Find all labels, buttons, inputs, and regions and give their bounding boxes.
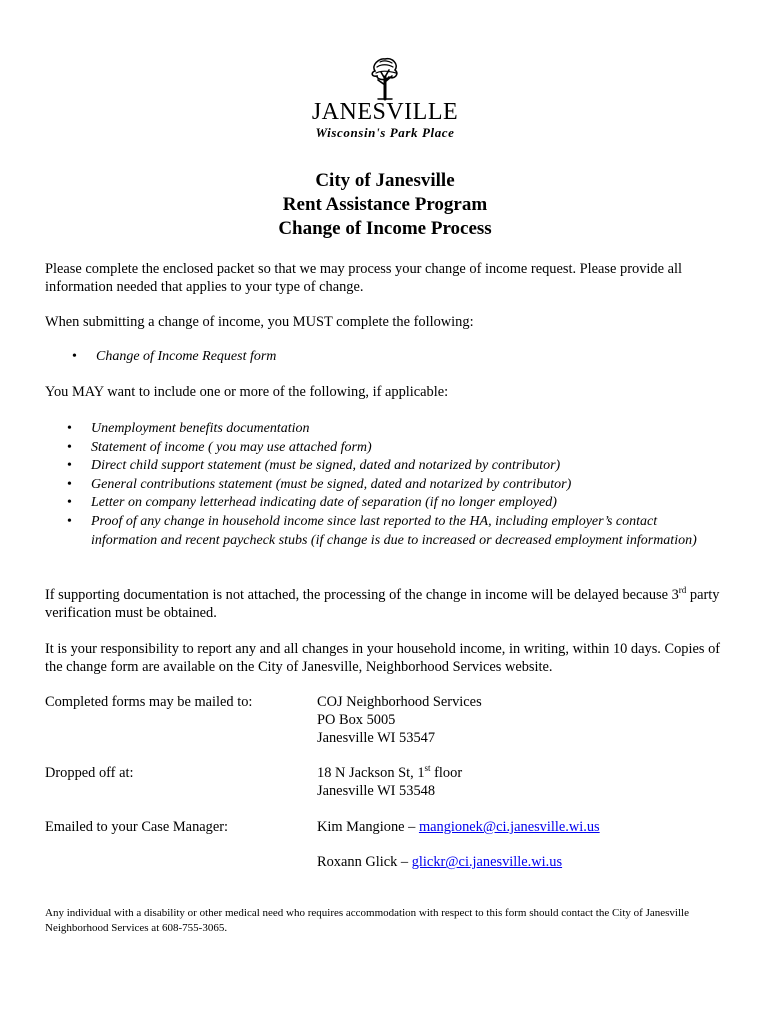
case-manager-name: Roxann Glick – xyxy=(317,854,412,870)
mail-address-line: Janesville WI 53547 xyxy=(317,730,436,746)
must-list xyxy=(50,348,730,367)
case-manager-email-link[interactable]: glickr@ci.janesville.wi.us xyxy=(411,854,563,870)
list-item: • General contributions statement (must be signed, dated and notarized by contributor) xyxy=(45,476,725,495)
mail-label: Completed forms may be mailed to: xyxy=(45,694,253,710)
list-item: • Change of Income Request form xyxy=(50,348,730,367)
title-process: Change of Income Process xyxy=(278,218,492,239)
email-label: Emailed to your Case Manager: xyxy=(45,819,229,835)
verification-paragraph xyxy=(45,586,735,622)
janesville-logo xyxy=(290,55,480,141)
dropoff-address-line: Janesville WI 53548 xyxy=(317,783,436,799)
dropoff-floor: floor xyxy=(430,765,463,781)
dropoff-sup: st xyxy=(424,763,431,774)
title-city: City of Janesville xyxy=(315,170,455,191)
case-manager-1 xyxy=(317,818,600,836)
intro-paragraph: Please complete the enclosed packet so that we may process your change of income request. Please provide all information needed that applies to your type of change. xyxy=(45,261,682,295)
list-item: • Direct child support statement (must be signed, dated and notarized by contributor) xyxy=(45,457,725,476)
logo-name: JANESVILLE xyxy=(311,99,459,125)
document-titles xyxy=(0,169,770,241)
dropoff-address-line xyxy=(317,764,462,782)
list-item: • Letter on company letterhead indicating date of separation (if no longer employed) xyxy=(45,494,725,513)
list-item: • Unemployment benefits documentation xyxy=(45,420,725,439)
case-manager-2 xyxy=(317,853,562,871)
may-intro: You MAY want to include one or more of the following, if applicable: xyxy=(45,384,449,400)
title-program: Rent Assistance Program xyxy=(282,194,488,215)
mail-address-line: PO Box 5005 xyxy=(317,712,396,728)
dropoff-address xyxy=(317,764,462,800)
may-list xyxy=(45,420,725,550)
accommodation-footer: Any individual with a disability or other medical need who requires accommodation with respect to this form should contact the City of Janesville Neighborhood Services at 608-755-3065. xyxy=(45,907,689,934)
tree-icon xyxy=(365,55,405,101)
mail-address xyxy=(317,693,482,747)
case-manager-email-link[interactable]: mangionek@ci.janesville.wi.us xyxy=(418,819,600,835)
dropoff-label: Dropped off at: xyxy=(45,765,134,781)
verification-text-end: party verification must be obtained. xyxy=(45,587,720,621)
mail-address-line: COJ Neighborhood Services xyxy=(317,694,482,710)
logo-tagline: Wisconsin's Park Place xyxy=(315,125,455,140)
must-intro: When submitting a change of income, you MUST complete the following: xyxy=(45,314,474,330)
verification-sup: rd xyxy=(678,585,687,596)
responsibility-paragraph: It is your responsibility to report any and all changes in your household income, in writing, within 10 days. Copies of the change form are available on the City of Janesville, Neighborhood Services website. xyxy=(45,641,721,675)
list-item: • Proof of any change in household income since last reported to the HA, including employer’s contact information and recent paycheck stubs (if change is due to increased or decreased employment information) xyxy=(45,513,711,550)
case-manager-name: Kim Mangione – xyxy=(317,819,419,835)
verification-text: If supporting documentation is not attached, the processing of the change in income will be delayed because 3 xyxy=(45,587,679,603)
dropoff-street: 18 N Jackson St, 1 xyxy=(317,765,425,781)
list-item: • Statement of income ( you may use attached form) xyxy=(45,439,725,458)
